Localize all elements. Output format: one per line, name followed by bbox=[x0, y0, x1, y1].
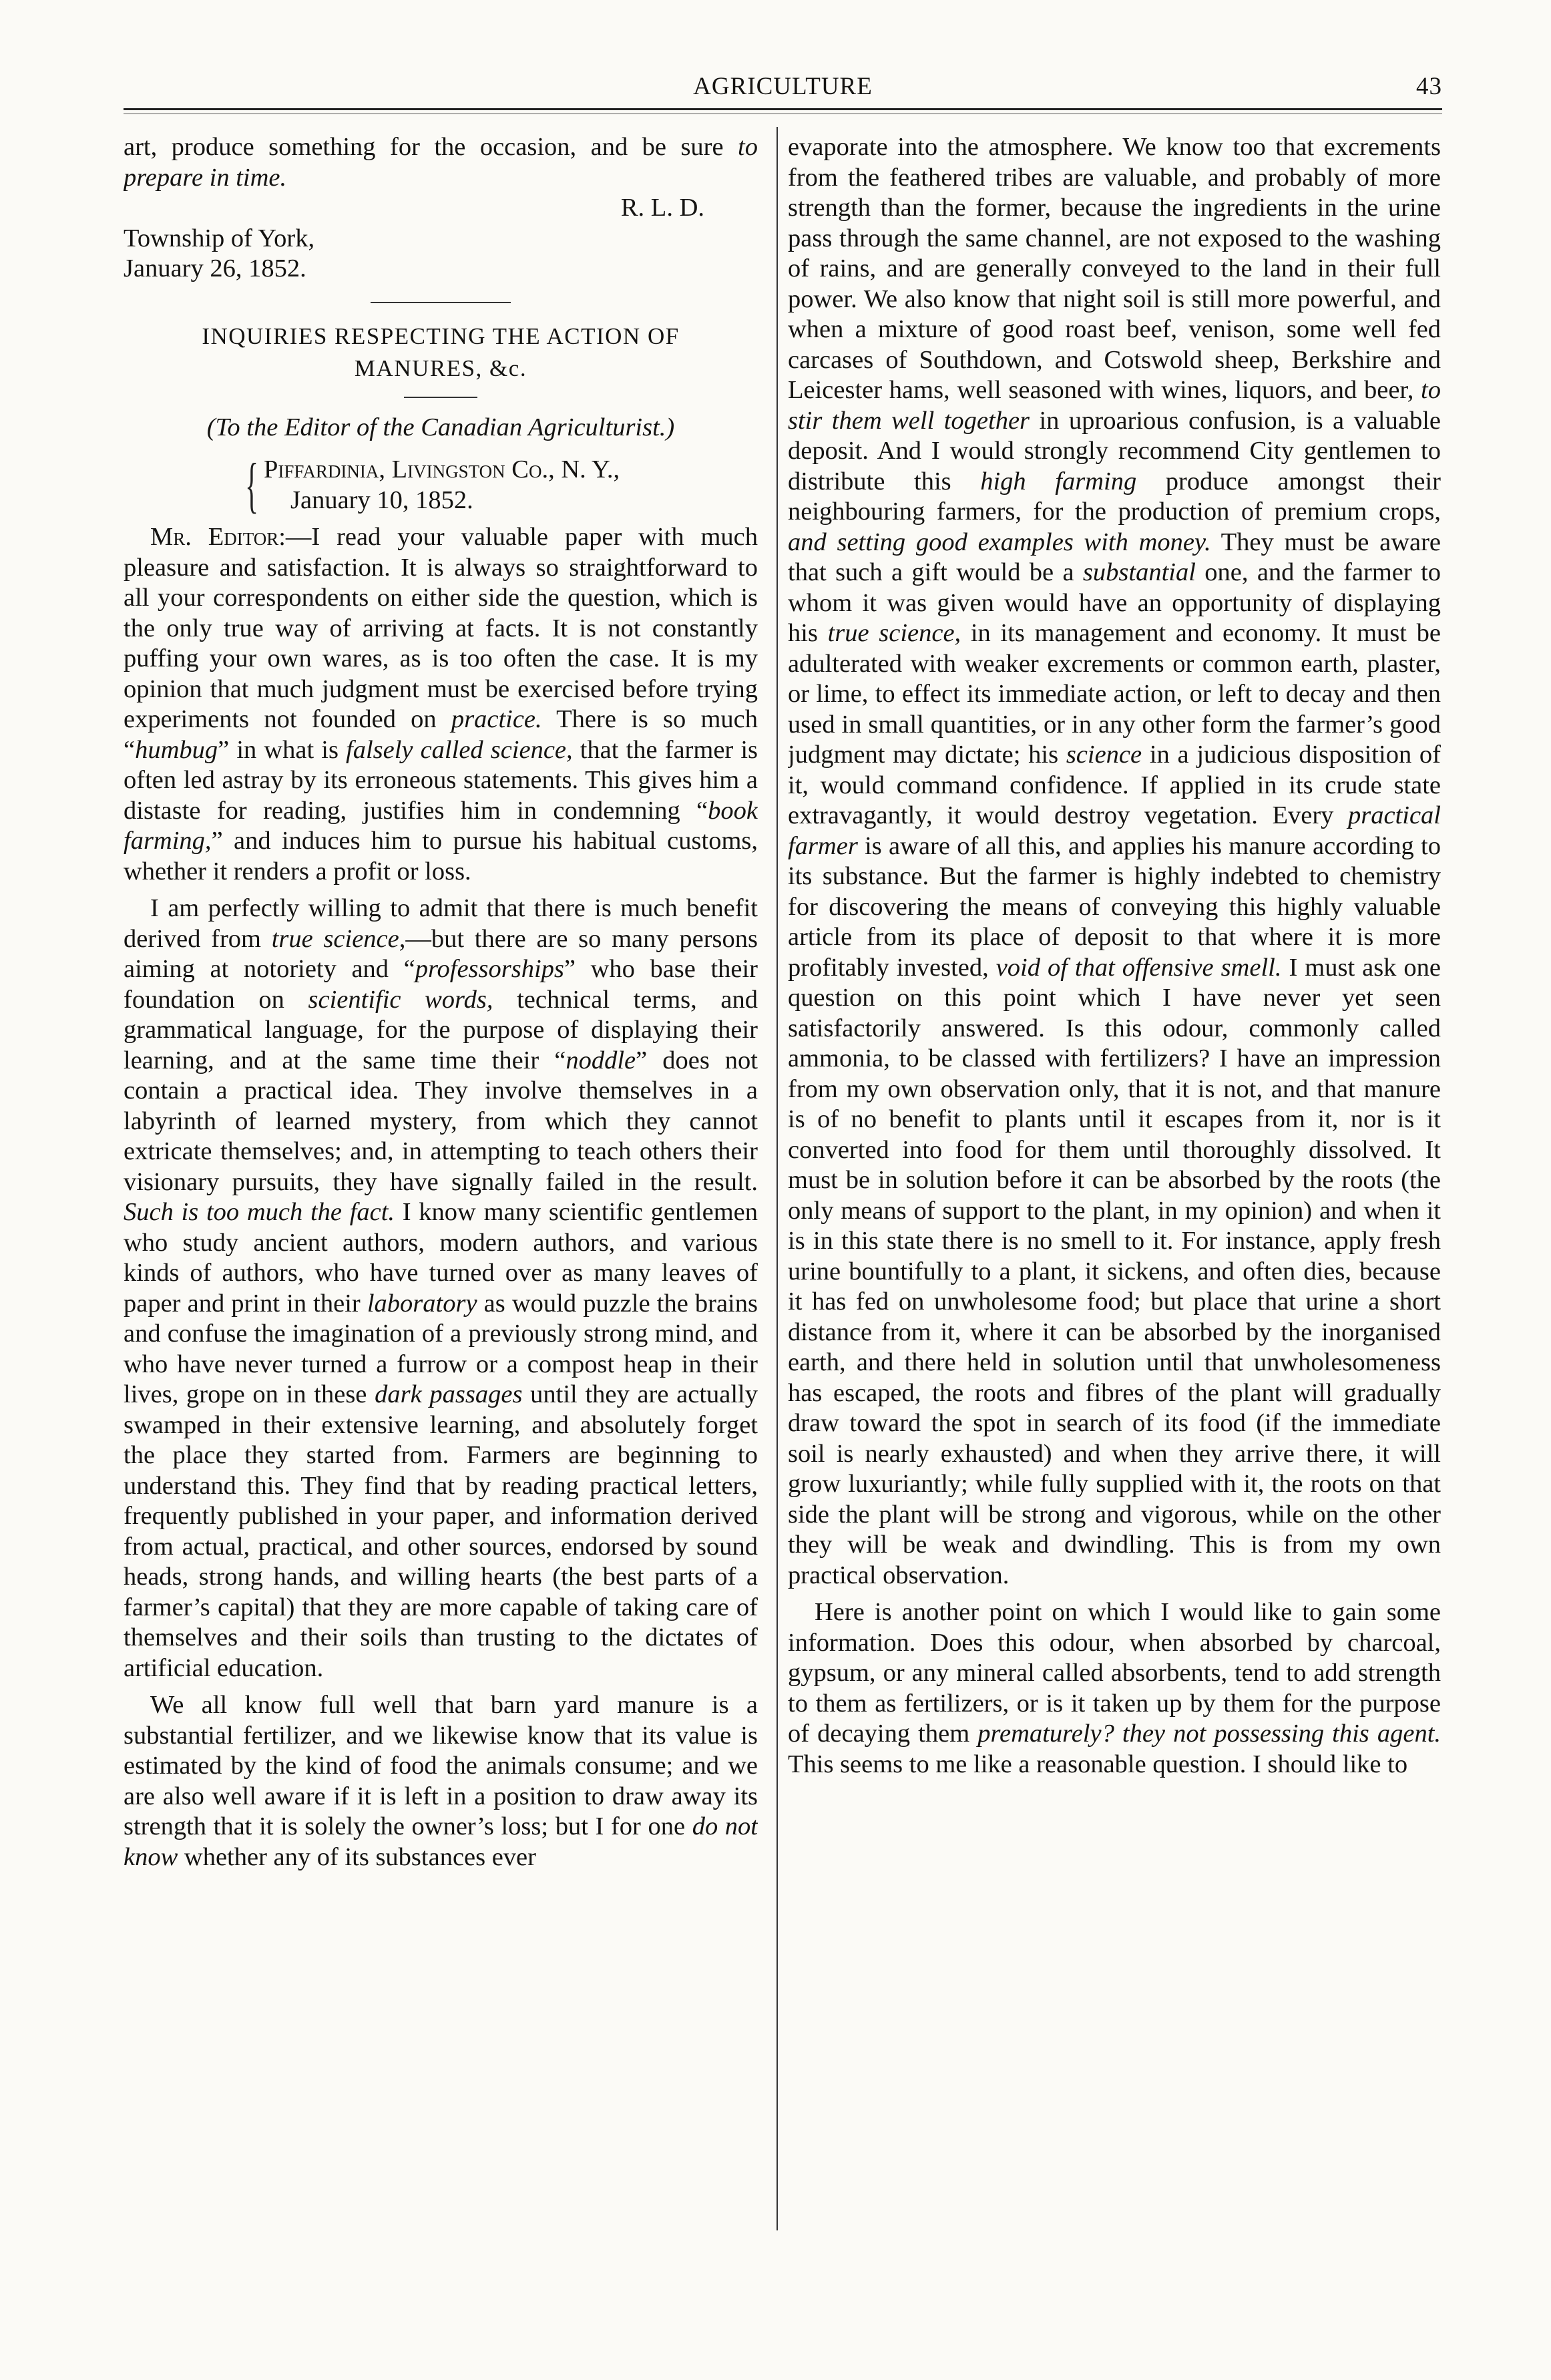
column-divider bbox=[777, 127, 778, 2230]
section-title: AGRICULTURE bbox=[693, 73, 873, 100]
left-column bbox=[124, 132, 758, 2236]
heading-rule bbox=[404, 397, 477, 398]
paragraph: We all know full well that barn yard manure is a substantial fertilizer, and we likewise know that its value is estimated by the kind of food the animals consume; and we are also well aware if it is left in a position to draw away its strength that it is solely the owner’s loss; but I for one do not know whether any of its substances ever bbox=[124, 1691, 758, 1871]
paragraph: Here is another point on which I would like to gain some information. Does this odour, when absorbed by charcoal, gypsum, or any mineral called absorbents, tend to add strength to them as fertilizers, or is it taken up by them for the purpose of decaying them prematurely? they not possessing this agent. This seems to me like a reasonable question. I should like to bbox=[788, 1598, 1441, 1778]
brace-glyph: { bbox=[245, 451, 259, 519]
running-header bbox=[124, 67, 1442, 107]
signature-initials: R. L. D. bbox=[620, 194, 704, 222]
section-rule bbox=[371, 302, 511, 303]
right-column bbox=[788, 132, 1441, 2236]
dateline-place: Piffardinia, Livingston Co., N. Y., bbox=[264, 455, 620, 483]
signature-place: Township of York, bbox=[124, 224, 315, 252]
previous-letter-ending: art, produce something for the occasion, and be sure to prepare in time. bbox=[124, 133, 758, 192]
editor-note: (To the Editor of the Canadian Agriculturist.) bbox=[206, 413, 675, 441]
header-rule bbox=[124, 108, 1442, 110]
paragraph: Mr. Editor:—I read your valuable paper with much pleasure and satisfaction. It is always so straightforward to all your correspondents on either side the question, which is the only true way of arriving at facts. It is not constantly puffing your own wares, as is too often the case. It is my opinion that much judgment must be exercised before trying experiments not founded on practice. There is so much “humbug” in what is falsely called science, that the farmer is often led astray by its erroneous statements. This gives him a distaste for reading, justifies him in condemning “book farming,” and induces him to pursue his habitual customs, whether it renders a profit or loss. bbox=[124, 523, 758, 885]
page-number: 43 bbox=[1416, 73, 1442, 100]
signature-date: January 26, 1852. bbox=[124, 254, 306, 282]
paragraph: evaporate into the atmosphere. We know too that excrements from the feathered tribes are valuable, and probably of more strength than the former, because the ingredients in the urine pass through the same channel, are not exposed to the washing of rains, and are generally conveyed to the land in their full power. We also know that night soil is still more powerful, and when a mixture of good roast beef, venison, some well fed carcases of Southdown, and Cotswold sheep, Berkshire and Leicester hams, well seasoned with wines, liquors, and beer, to stir them well together in uproarious confusion, is a valuable deposit. And I would strongly recommend City gentlemen to distribute this high farming produce amongst their neighbouring farmers, for the production of premium crops, and setting good examples with money. They must be aware that such a gift would be a substantial one, and the farmer to whom it was given would have an opportunity of displaying his true science, in its management and economy. It must be adulterated with weaker excrements or common earth, plaster, or lime, to effect its immediate action, or left to decay and then used in small quantities, or in any other form the farmer’s good judgment may dictate; his science in a judicious disposition of it, would command confidence. If applied in its crude state extravagantly, it would destroy vegetation. Every practical farmer is aware of all this, and applies his manure according to its substance. But the farmer is highly indebted to chemistry for discovering the means of conveying this highly valuable article from its place of deposit to that where it is more profitably invested, void of that offensive smell. I must ask one question on this point which I have never yet seen satisfactorily answered. Is this odour, commonly called ammonia, to be classed with fertilizers? I have an impression from my own observation only, that it is not, and that manure is of no benefit to plants until it escapes from it, nor is it converted into food for them until thoroughly dissolved. It must be in solution before it can be absorbed by the roots (the only means of support to the plant, in my opinion) and when it is in this state there is no smell to it. For instance, apply fresh urine bountifully to a plant, it sickens, and often dies, because it has fed on unwholesome food; but place that urine a short distance from it, where it can be absorbed by the inorganised earth, and there held in solution until that unwholesomeness has escaped, the roots and fibres of the plant will gradually draw toward the spot in search of its food (if the immediate soil is nearly exhausted) and when they arrive there, it will grow luxuriantly; while fully supplied with it, the roots on that side the plant will be strong and vigorous, while on the other they will be weak and dwindling. This is from my own practical observation. bbox=[788, 133, 1441, 1589]
letter-dateline bbox=[245, 451, 758, 519]
salutation: Mr. Editor: bbox=[150, 523, 286, 551]
dateline-date: January 10, 1852. bbox=[290, 485, 473, 514]
article-heading: INQUIRIES RESPECTING THE ACTION OF MANURES, &c. bbox=[202, 323, 680, 381]
paragraph: I am perfectly willing to admit that there is much benefit derived from true science,—but there are so many persons aiming at notoriety and “professorships” who base their foundation on scientific words, technical terms, and grammatical language, for the purpose of displaying their learning, and at the same time their “noddle” does not contain a practical idea. They involve themselves in a labyrinth of learned mystery, from which they cannot extricate themselves; and, in attempting to teach others their visionary pursuits, they have signally failed in the result. Such is too much the fact. I know many scientific gentlemen who study ancient authors, modern authors, and various kinds of authors, who have turned over as many leaves of paper and print in their laboratory as would puzzle the brains and confuse the imagination of a previously strong mind, and who have never turned a furrow or a compost heap in their lives, grope on in these dark passages until they are actually swamped in their extensive learning, and absolutely forget the place they started from. Farmers are beginning to understand this. They find that by reading practical letters, frequently published in your paper, and information derived from actual, practical, and other sources, endorsed by sound heads, strong hands, and willing hearts (the best parts of a farmer’s capital) that they are more capable of taking care of themselves and their soils than trusting to the dictates of artificial education. bbox=[124, 894, 758, 1682]
